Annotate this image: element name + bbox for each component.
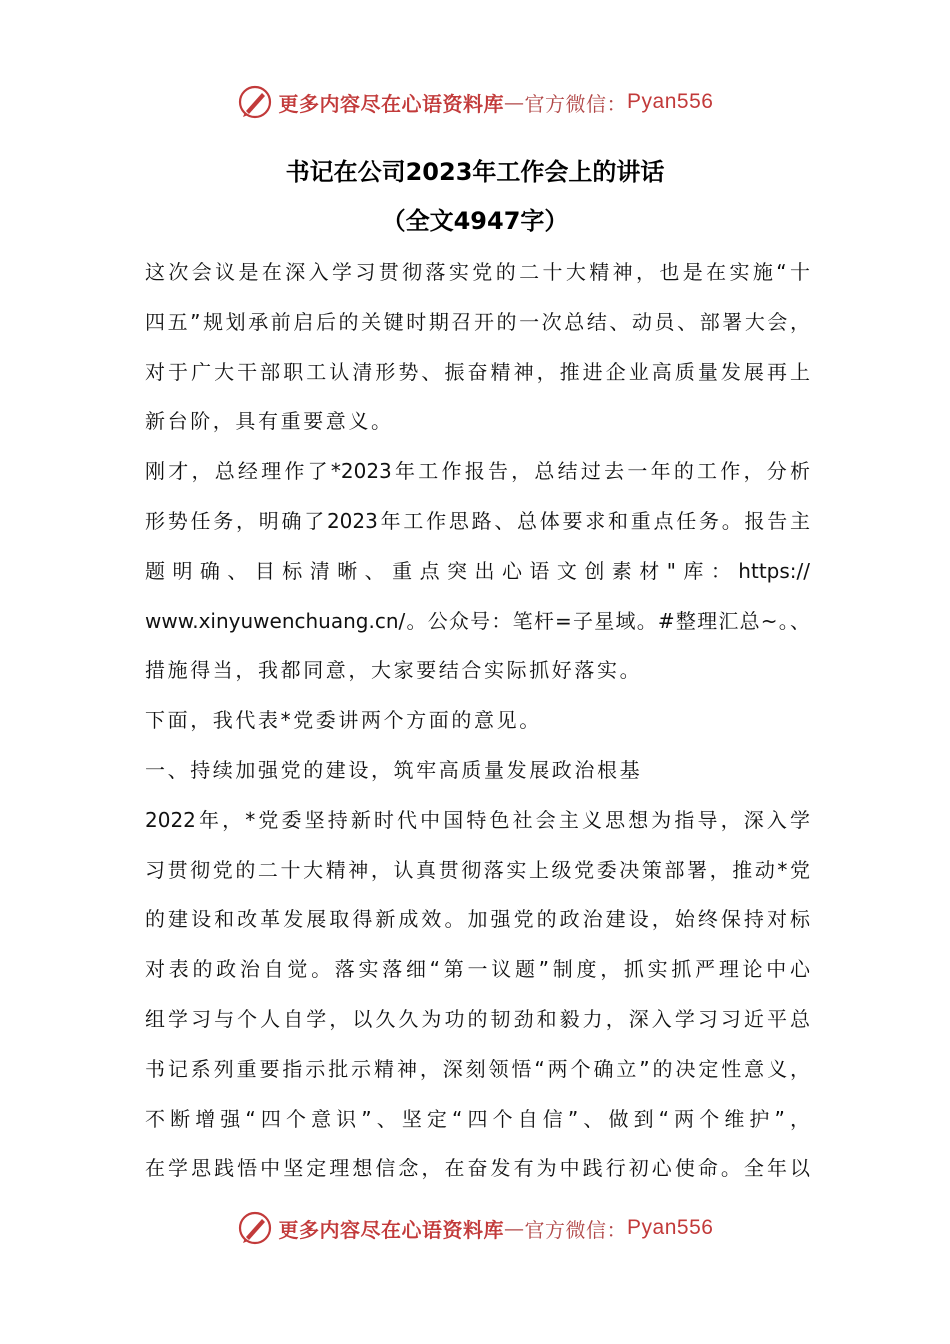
body-line: 对表的政治自觉。落实落细“第一议题”制度，抓实抓严理论中心 xyxy=(145,957,810,982)
document-body xyxy=(145,248,810,1194)
body-line: 组学习与个人自学，以久久为功的韧劲和毅力，深入学习习近平总 xyxy=(145,1006,810,1031)
watermark-brand: 更多内容尽在心语资料库 xyxy=(278,91,505,116)
body-line: 2022年，*党委坚持新时代中国特色社会主义思想为指导，深入学 xyxy=(145,807,810,832)
body-line: 对于广大干部职工认清形势、振奋精神，推进企业高质量发展再上 xyxy=(145,359,810,384)
body-line: 不断增强“四个意识”、坚定“四个自信”、做到“两个维护”， xyxy=(145,1106,810,1131)
body-line: 题明确、目标清晰、重点突出心语文创素材"库：https:// xyxy=(145,558,810,583)
body-line: www.xinyuwenchuang.cn/。公众号：笔杆=子星域。#整理汇总~。、 xyxy=(145,608,810,633)
document-title: 书记在公司2023年工作会上的讲话 xyxy=(285,158,665,186)
body-line: 措施得当，我都同意，大家要结合实际抓好落实。 xyxy=(145,658,643,683)
body-line: 的建设和改革发展取得新成效。加强党的政治建设，始终保持对标 xyxy=(145,907,810,932)
pen-logo-icon xyxy=(237,84,273,120)
watermark-banner-bottom xyxy=(0,1208,950,1248)
section-heading: 一、持续加强党的建设，筑牢高质量发展政治根基 xyxy=(145,757,643,782)
watermark-contact-label: 官方微信： xyxy=(524,91,628,116)
body-line: 刚才，总经理作了*2023年工作报告，总结过去一年的工作，分析 xyxy=(145,459,810,484)
body-line: 这次会议是在深入学习贯彻落实党的二十大精神，也是在实施“十 xyxy=(145,260,810,284)
watermark-brand: 更多内容尽在心语资料库 xyxy=(278,1217,505,1242)
body-line: 下面，我代表*党委讲两个方面的意见。 xyxy=(145,708,542,733)
body-line: 形势任务，明确了2023年工作思路、总体要求和重点任务。报告主 xyxy=(145,508,810,533)
body-line: 书记系列重要指示批示精神，深刻领悟“两个确立”的决定性意义， xyxy=(145,1056,810,1081)
watermark-separator: — xyxy=(504,90,525,114)
body-line: 习贯彻党的二十大精神，认真贯彻落实上级党委决策部署，推动*党 xyxy=(145,857,810,882)
body-line: 在学思践悟中坚定理想信念，在奋发有为中践行初心使命。全年以 xyxy=(145,1156,810,1181)
body-line: 四五”规划承前启后的关键时期召开的一次总结、动员、部署大会， xyxy=(145,309,810,334)
watermark-contact-id: Pyan556 xyxy=(627,90,714,113)
document-subtitle: （全文4947字） xyxy=(381,207,569,235)
watermark-contact-id: Pyan556 xyxy=(627,1216,714,1239)
watermark-separator: — xyxy=(504,1216,525,1240)
pen-logo-icon xyxy=(237,1210,273,1246)
body-line: 新台阶，具有重要意义。 xyxy=(145,409,394,434)
watermark-contact-label: 官方微信： xyxy=(524,1217,628,1242)
watermark-banner-top xyxy=(0,82,950,122)
